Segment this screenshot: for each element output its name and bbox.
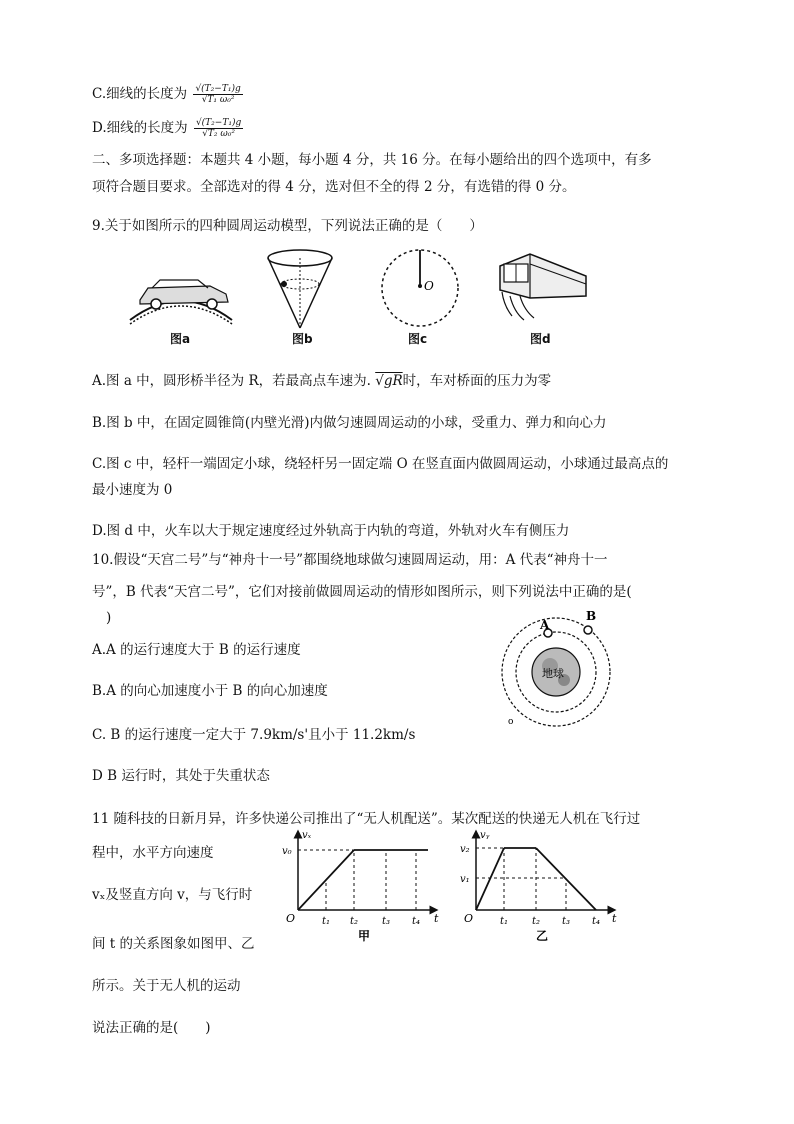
q10-option-c: C. B 的运行速度一定大于 7.9km/s'且小于 11.2km/s <box>92 727 416 743</box>
q10-stem-3: ) <box>106 610 112 626</box>
q9-option-c-line2: 最小速度为 0 <box>92 482 173 498</box>
yi-v2: v₂ <box>460 844 470 855</box>
yi-caption: 乙 <box>536 929 549 943</box>
yi-t3: t₃ <box>562 916 571 927</box>
q10-option-a: A.A 的运行速度大于 B 的运行速度 <box>92 642 301 658</box>
q9-caption-b: 图b <box>292 332 313 346</box>
q9-caption-c: 图c <box>408 332 428 346</box>
q10-earth-label: 地球 <box>542 667 564 680</box>
q9-option-d: D.图 d 中，火车以大于规定速度经过外轨高于内轨的弯道，外轨对火车有侧压力 <box>92 523 570 539</box>
q10-stem-1: 10.假设“天宫二号”与“神舟十一号”都围绕地球做匀速圆周运动，用：A 代表“神舟十一 <box>92 552 608 568</box>
q9-option-a: A.图 a 中，圆形桥半径为 R，若最高点车速为. √gR时，车对桥面的压力为零 <box>92 373 552 389</box>
q9-figure-d-train <box>490 246 590 326</box>
q11-stem-6: 说法正确的是( ) <box>92 1020 211 1036</box>
q11-graph-jia <box>282 826 442 946</box>
q8-option-d: D.细线的长度为 $\frac{\text{√(T₂−T₁)g}}{\text{√T₂ ω₀²}}$ <box>92 118 242 139</box>
q10-orbit-figure <box>496 604 628 730</box>
q9-c-center-label: O <box>424 279 434 293</box>
q11-stem-1: 11 随科技的日新月异，许多快递公司推出了“无人机配送”。某次配送的快递无人机在飞行过 <box>92 811 641 827</box>
q8-c-fraction: $\frac{\text{√(T₂−T₁)g}}{\text{√T₁ ω₀²}}$ <box>195 84 241 105</box>
jia-t3: t₃ <box>382 916 391 927</box>
q9-caption-a: 图a <box>170 332 191 346</box>
jia-origin: O <box>286 912 296 925</box>
yi-t1: t₁ <box>500 916 509 927</box>
q9-figure-c-rod-circle <box>375 246 465 330</box>
jia-ylabel: vₓ <box>302 830 312 841</box>
section2-instructions-2: 项符合题目要求。全部选对的得 4 分，选对但不全的得 2 分，有选错的得 0 分。 <box>92 179 576 195</box>
yi-xlabel: t <box>612 912 617 925</box>
jia-v0: v₀ <box>282 846 292 857</box>
jia-t1: t₁ <box>322 916 331 927</box>
q9-figure-a-car-bridge <box>126 264 236 326</box>
q8-option-c: C.细线的长度为 $\frac{\text{√(T₂−T₁)g}}{\text{√T₁ ω₀²}}$ <box>92 84 241 105</box>
q11-stem-3: vₓ及竖直方向 v，与飞行时 <box>92 887 253 903</box>
q9-option-c-line1: C.图 c 中，轻杆一端固定小球，绕轻杆另一固定端 O 在竖直面内做圆周运动，小球通过最高点的 <box>92 456 669 472</box>
q10-small-mark: o <box>508 717 514 727</box>
yi-v1: v₁ <box>460 874 470 885</box>
q11-graph-yi <box>460 826 620 946</box>
q10-stem-2: 号”，B 代表“天宫二号”，它们对接前做圆周运动的情形如图所示，则下列说法中正确的是( <box>92 584 632 600</box>
q11-stem-2: 程中，水平方向速度 <box>92 845 214 861</box>
jia-caption: 甲 <box>358 929 371 943</box>
q10-label-a: A <box>540 618 550 632</box>
yi-t2: t₂ <box>532 916 541 927</box>
q10-option-d: D B 运行时，其处于失重状态 <box>92 768 270 784</box>
q10-option-b: B.A 的向心加速度小于 B 的向心加速度 <box>92 683 328 699</box>
q8-d-fraction: $\frac{\text{√(T₂−T₁)g}}{\text{√T₂ ω₀²}}$ <box>195 118 242 139</box>
jia-xlabel: t <box>434 912 439 925</box>
q9-stem: 9.关于如图所示的四种圆周运动模型，下列说法正确的是（ ） <box>92 218 483 234</box>
yi-t4: t₄ <box>592 916 601 927</box>
q9-option-b: B.图 b 中，在固定圆锥筒(内壁光滑)内做匀速圆周运动的小球，受重力、弹力和向心力 <box>92 415 607 431</box>
q10-label-b: B <box>586 609 597 623</box>
q9-figure-b-cone <box>262 246 338 332</box>
q11-stem-5: 所示。关于无人机的运动 <box>92 978 241 994</box>
q11-stem-4: 间 t 的关系图象如图甲、乙 <box>92 936 255 952</box>
yi-origin: O <box>464 912 474 925</box>
jia-t4: t₄ <box>412 916 421 927</box>
yi-ylabel: vᵧ <box>480 830 490 841</box>
section2-instructions-1: 二、多项选择题：本题共 4 小题，每小题 4 分，共 16 分。在每小题给出的四个选项中，有多 <box>92 152 652 168</box>
jia-t2: t₂ <box>350 916 359 927</box>
q9-caption-d: 图d <box>530 332 551 346</box>
